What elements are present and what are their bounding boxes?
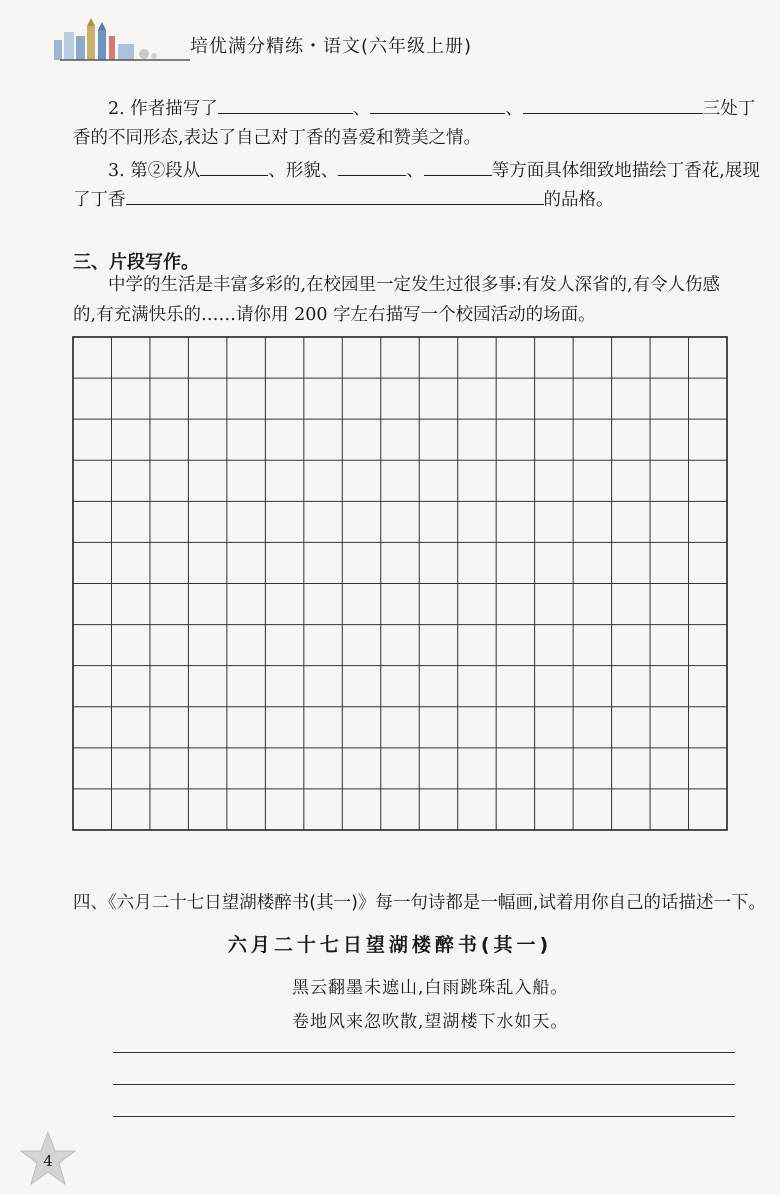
section-3-heading: 三、片段写作。 <box>73 252 199 273</box>
answer-blank[interactable] <box>200 155 268 176</box>
header-title: 培优满分精练・语文(六年级上册) <box>190 36 473 57</box>
answer-line[interactable] <box>113 1084 735 1085</box>
section-4-heading: 四、《六月二十七日望湖楼醉书(其一)》每一句诗都是一幅画,试着用你自己的话描述一下。 <box>73 893 766 913</box>
writing-grid[interactable] <box>72 336 728 831</box>
header-decoration-icon <box>40 18 190 64</box>
page-number-badge <box>18 1130 78 1188</box>
answer-blank[interactable] <box>523 93 703 114</box>
question-2-line1: 2. 作者描写了 、 、 三处丁 <box>108 93 755 124</box>
answer-blank[interactable] <box>338 155 406 176</box>
section-3-prompt-line1: 中学的生活是丰富多彩的,在校园里一定发生过很多事:有发人深省的,有令人伤感 <box>108 275 721 295</box>
page-header <box>40 18 473 64</box>
answer-blank[interactable] <box>424 155 492 176</box>
poem-line-1: 黑云翻墨未遮山,白雨跳珠乱入船。 <box>292 978 569 998</box>
answer-blank[interactable] <box>218 93 353 114</box>
question-3-line2: 了丁香 的品格。 <box>73 184 614 215</box>
poem-title: 六月二十七日望湖楼醉书(其一) <box>227 934 553 956</box>
poem-line-2: 卷地风来忽吹散,望湖楼下水如天。 <box>292 1012 569 1032</box>
section-3-prompt-line2: 的,有充满快乐的……请你用 200 字左右描写一个校园活动的场面。 <box>73 305 596 325</box>
answer-line[interactable] <box>113 1116 735 1117</box>
page-number: 4 <box>43 1152 53 1170</box>
question-3-line1: 3. 第②段从 、形貌、 、 等方面具体细致地描绘丁香花,展现 <box>108 155 760 186</box>
answer-blank[interactable] <box>126 184 544 205</box>
answer-line[interactable] <box>113 1052 735 1053</box>
question-2-line2: 香的不同形态,表达了自己对丁香的喜爱和赞美之情。 <box>73 128 482 148</box>
answer-blank[interactable] <box>370 93 505 114</box>
